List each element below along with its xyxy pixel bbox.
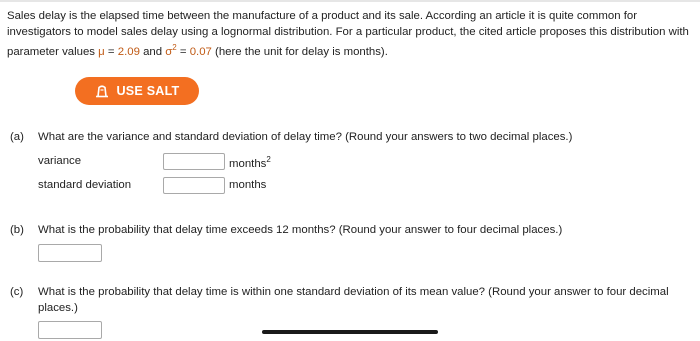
sd-label: standard deviation bbox=[38, 179, 132, 191]
variance-unit bbox=[229, 155, 271, 170]
variance-label: variance bbox=[38, 155, 82, 167]
sigma-symbol: σ bbox=[165, 45, 173, 58]
home-indicator-bar bbox=[262, 330, 438, 334]
part-c-letter-wrap bbox=[10, 285, 38, 301]
variance-unit-exponent: 2 bbox=[266, 155, 271, 164]
part-c-letter: (c) bbox=[10, 286, 24, 298]
part-c-answer-input[interactable] bbox=[38, 321, 102, 339]
intro-text: Sales delay is the elapsed time between the manufacture of a product and its sale. According an article it is quite common for investigators to model sales delay using a lognormal distribution. For a particular product, the cited article proposes this distribution with parameter values bbox=[7, 10, 689, 58]
salt-shaker-icon bbox=[95, 84, 109, 98]
mu-symbol: μ bbox=[98, 45, 105, 58]
use-salt-label: USE SALT bbox=[116, 84, 180, 98]
and-text: and bbox=[139, 45, 166, 58]
variance-input[interactable] bbox=[163, 153, 225, 170]
sd-unit: months bbox=[229, 179, 267, 191]
sigma-equals: = bbox=[176, 45, 190, 58]
part-a-letter: (a) bbox=[10, 131, 24, 143]
part-b-letter: (b) bbox=[10, 224, 24, 236]
part-a-question bbox=[10, 130, 572, 146]
mu-value: 2.09 bbox=[117, 45, 140, 58]
sigma-value: 0.07 bbox=[189, 45, 212, 58]
part-c-question: What is the probability that delay time is within one standard deviation of its mean value? (Round your answer to four decimal places.) bbox=[38, 286, 669, 314]
part-b-answer-input[interactable] bbox=[38, 244, 102, 262]
intro-tail: (here the unit for delay is months). bbox=[211, 45, 388, 58]
variance-unit-text: months bbox=[229, 157, 267, 170]
sigma-exponent: 2 bbox=[172, 43, 177, 52]
part-a-text: What are the variance and standard deviation of delay time? (Round your answers to two decimal places.) bbox=[38, 131, 573, 143]
sd-input[interactable] bbox=[163, 177, 225, 194]
top-divider bbox=[0, 0, 700, 2]
use-salt-button[interactable] bbox=[75, 77, 199, 105]
mu-equals: = bbox=[104, 45, 118, 58]
problem-statement bbox=[7, 9, 697, 60]
part-b-text: What is the probability that delay time exceeds 12 months? (Round your answer to four decimal places.) bbox=[38, 224, 563, 236]
part-b-question bbox=[10, 223, 562, 239]
